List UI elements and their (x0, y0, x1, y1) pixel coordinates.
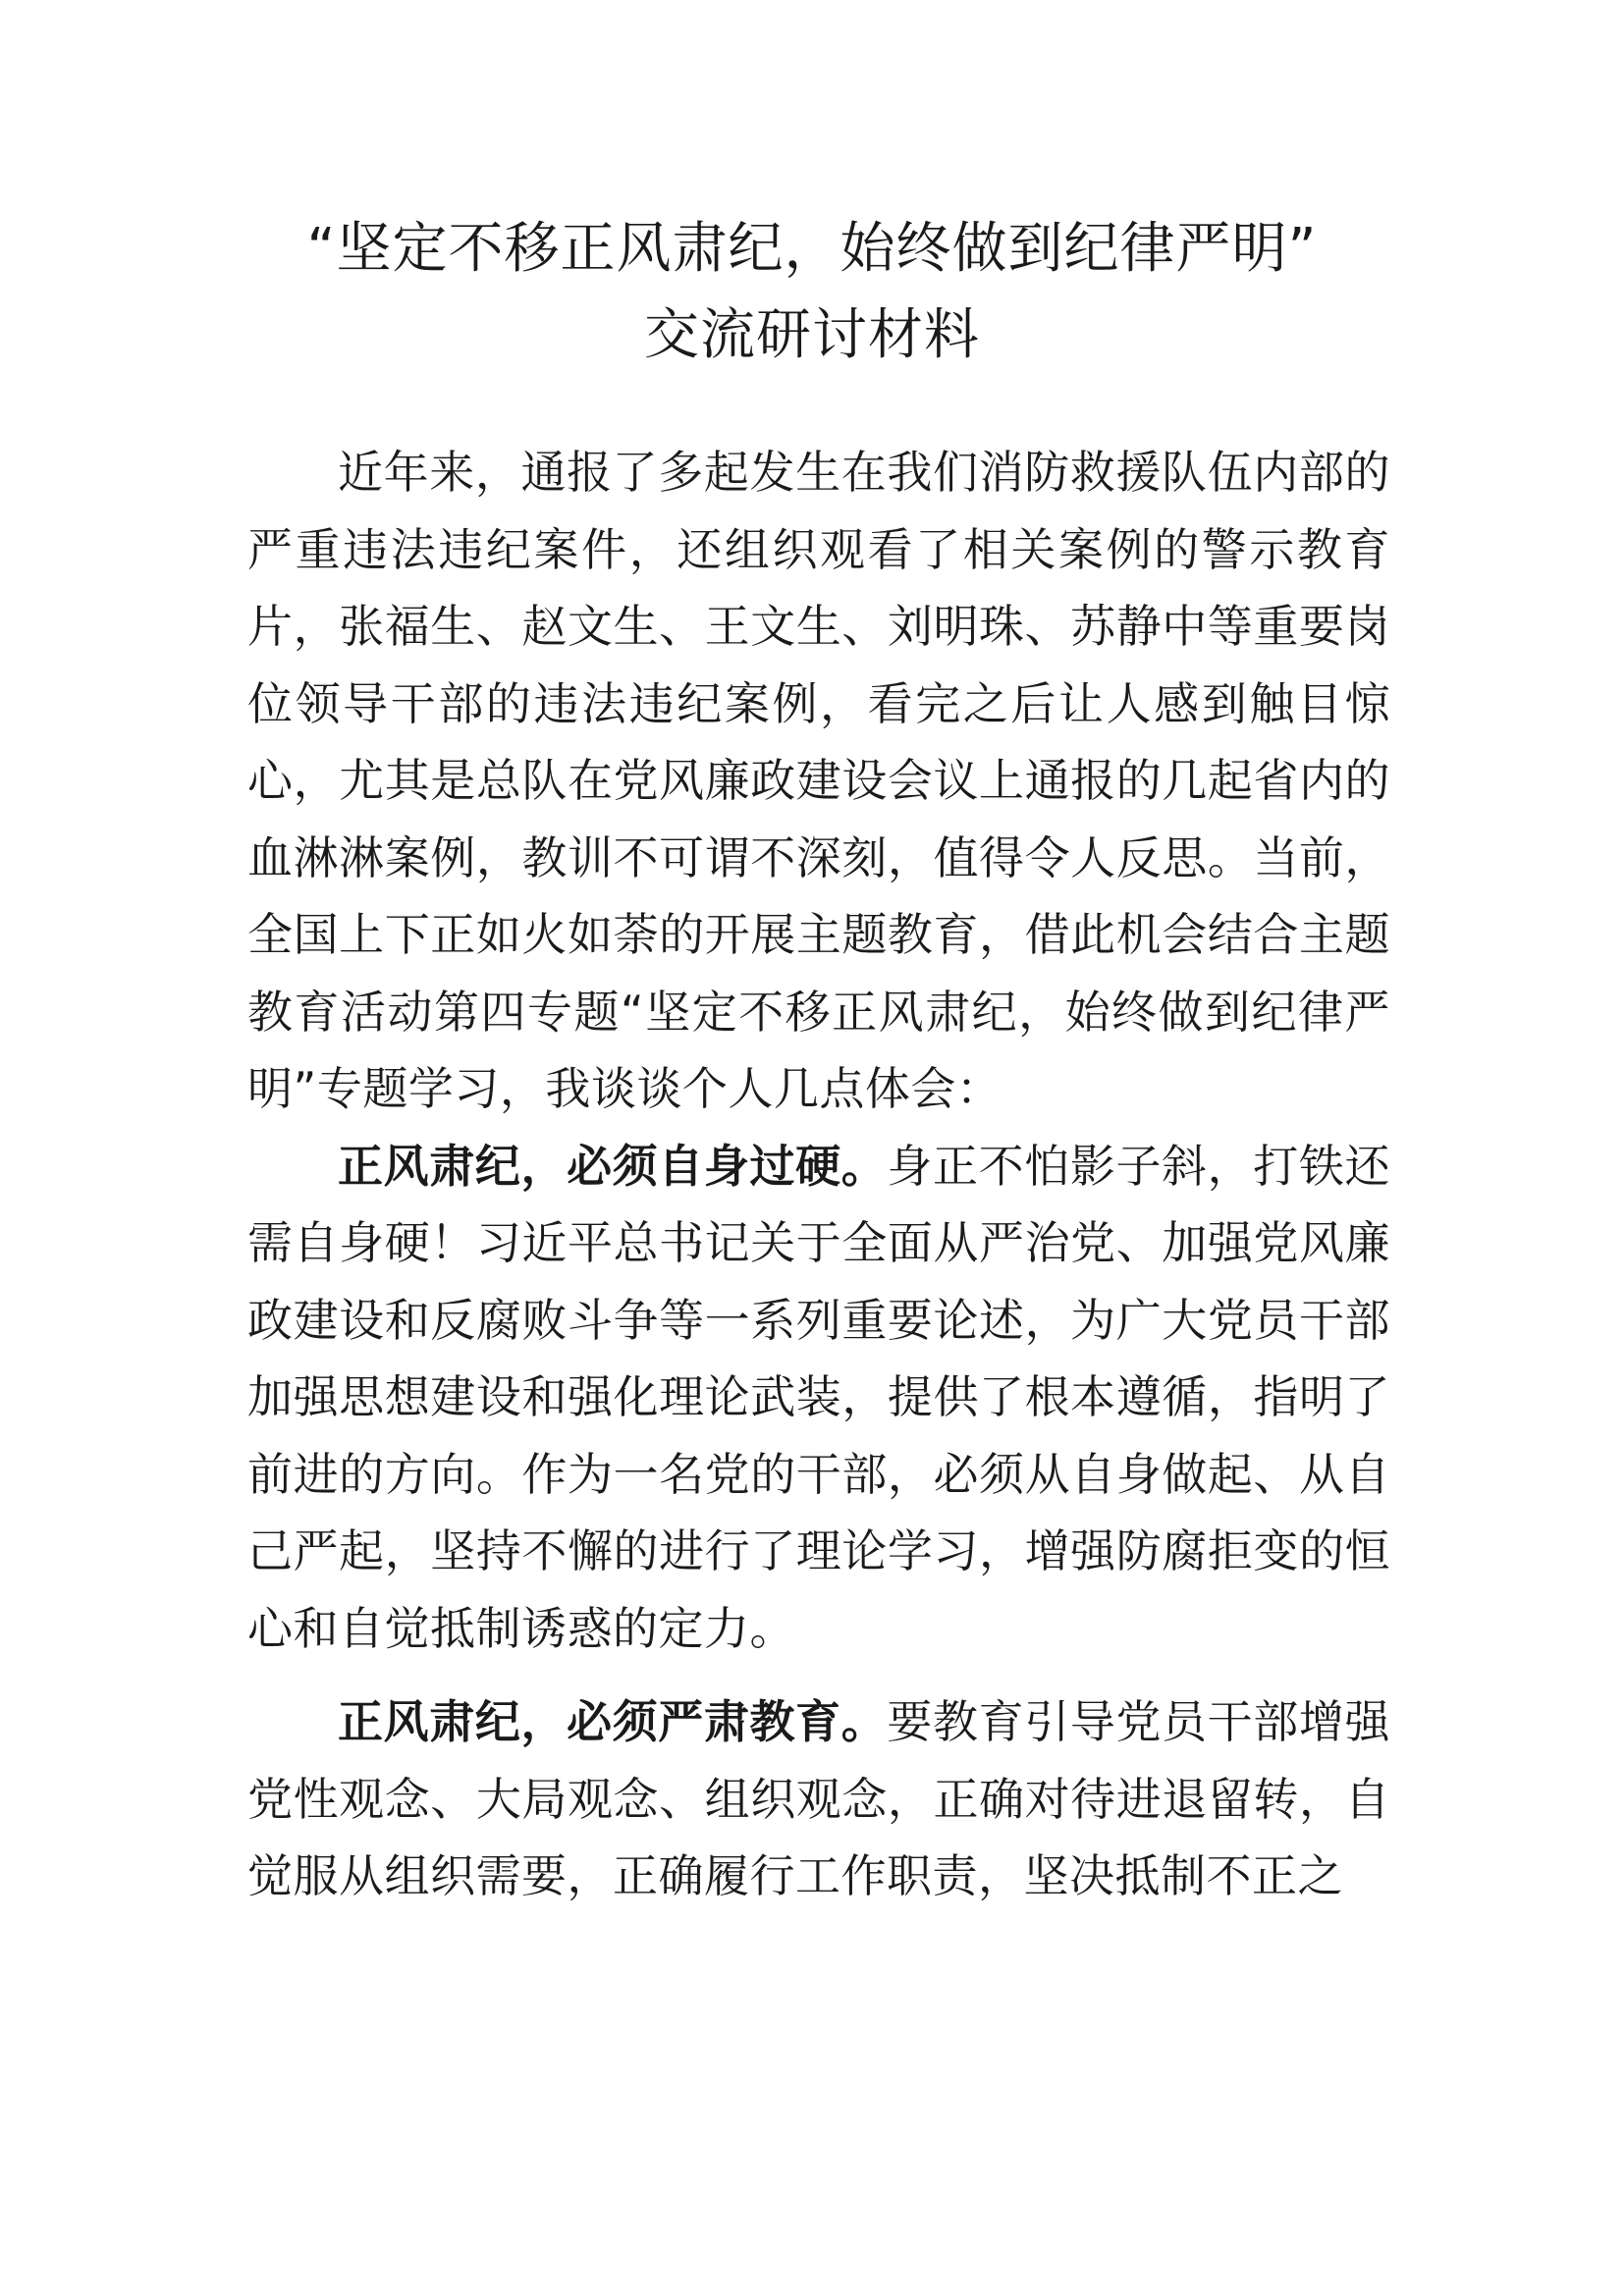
paragraph-education (247, 1683, 1390, 1915)
paragraph-text: 近年来，通报了多起发生在我们消防救援队伍内部的严重违法违纪案件，还组织观看了相关案例的警示教育片，张福生、赵文生、王文生、刘明珠、苏静中等重要岗位领导干部的违法违纪案例，看完之后让人感到触目惊心，尤其是总队在党风廉政建设会议上通报的几起省内的血淋淋案例，教训不可谓不深刻，值得令人反思。当前，全国上下正如火如荼的开展主题教育，借此机会结合主题教育活动第四专题“坚定不移正风肃纪，始终做到纪律严明”专题学习，我谈谈个人几点体会： (247, 446, 1390, 1115)
document-title (196, 206, 1428, 379)
title-line-1: “坚定不移正风肃纪，始终做到纪律严明” (306, 217, 1318, 281)
document-body (247, 434, 1390, 1915)
paragraph-intro (247, 434, 1390, 1128)
paragraph-lead: 正风肃纪，必须自身过硬。 (338, 1139, 888, 1193)
paragraph-text: 要教育引导党员干部增强党性观念、大局观念、组织观念，正确对待进退留转，自觉服从组织需要，正确履行工作职责，坚决抵制不正之 (247, 1695, 1391, 1902)
paragraph-self-discipline (247, 1128, 1390, 1668)
paragraph-text: 身正不怕影子斜，打铁还需自身硬！习近平总书记关于全面从严治党、加强党风廉政建设和反腐败斗争等一系列重要论述，为广大党员干部加强思想建设和强化理论武装，提供了根本遵循，指明了前进的方向。作为一名党的干部，必须从自身做起、从自己严起，坚持不懈的进行了理论学习，增强防腐拒变的恒心和自觉抵制诱惑的定力。 (247, 1139, 1391, 1655)
title-line-2: 交流研讨材料 (644, 303, 980, 367)
paragraph-lead: 正风肃纪，必须严肃教育。 (338, 1695, 888, 1748)
